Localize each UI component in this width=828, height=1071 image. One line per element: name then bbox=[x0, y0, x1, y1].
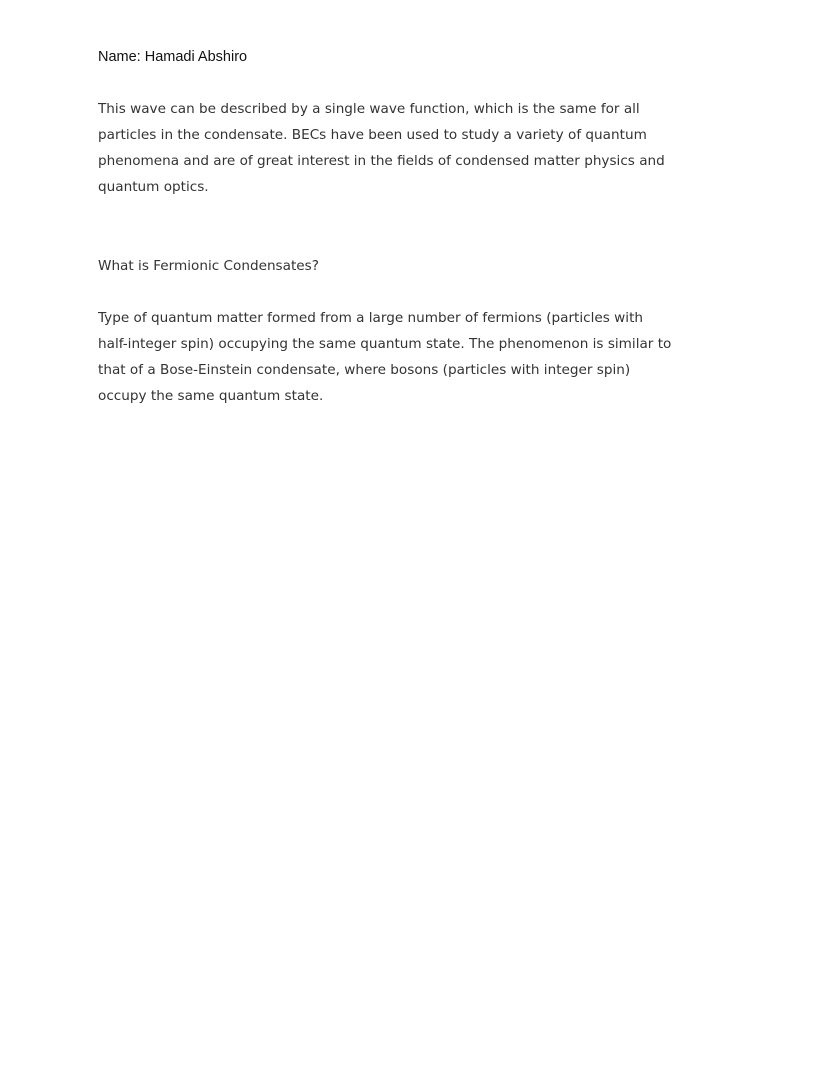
text-line: that of a Bose-Einstein condensate, where bosons (particles with integer spin) bbox=[98, 362, 631, 378]
text-line: Type of quantum matter formed from a large number of fermions (particles with bbox=[98, 310, 644, 326]
student-name: Name: Hamadi Abshiro bbox=[98, 49, 248, 65]
paragraph-bec-description bbox=[98, 96, 665, 200]
text-line: occupy the same quantum state. bbox=[98, 388, 324, 404]
heading-text: What is Fermionic Condensates? bbox=[98, 258, 319, 274]
text-line: particles in the condensate. BECs have been used to study a variety of quantum bbox=[98, 127, 647, 143]
text-line: This wave can be described by a single wave function, which is the same for all bbox=[98, 101, 640, 117]
text-line: quantum optics. bbox=[98, 179, 209, 195]
section-heading bbox=[98, 253, 319, 279]
text-line: half-integer spin) occupying the same quantum state. The phenomenon is similar to bbox=[98, 336, 672, 352]
paragraph-fermionic-condensates bbox=[98, 305, 671, 409]
text-line: phenomena and are of great interest in the fields of condensed matter physics and bbox=[98, 153, 665, 169]
